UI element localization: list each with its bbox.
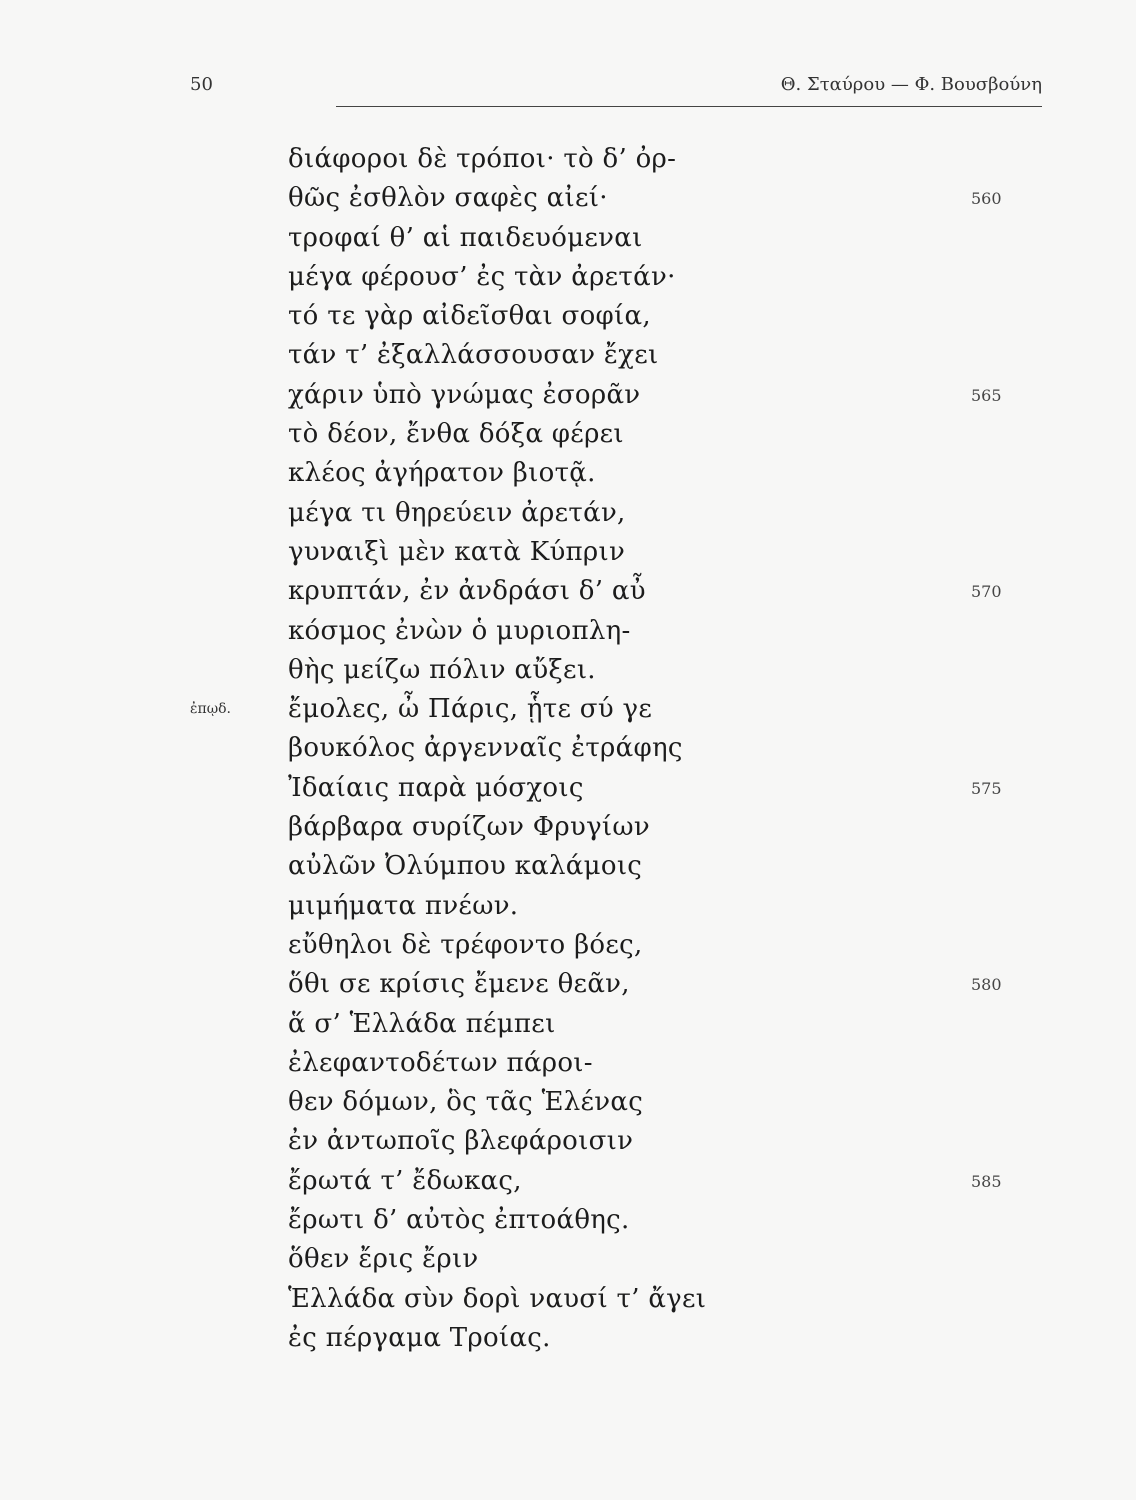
verse-text: χάριν ὑπὸ γνώμας ἐσορᾶν [288, 379, 641, 410]
verse-text: ὅθι σε κρίσις ἔμενε θεᾶν, [288, 969, 630, 1000]
verse-text: ἔρωτά τ’ ἔδωκας, [288, 1165, 522, 1196]
header-rule [336, 106, 1042, 107]
verse-text: τὸ δέον, ἔνθα δόξα φέρει [288, 419, 624, 450]
verse-text: διάφοροι δὲ τρόποι· τὸ δ’ ὀρ- [288, 144, 677, 174]
running-head: Θ. Σταύρου — Φ. Βουσβούνη [780, 74, 1042, 95]
verse-line [288, 297, 988, 336]
verse-text: ἐλεφαντοδέτων πάροι- [288, 1047, 593, 1078]
verse-text: μιμήματα πνέων. [288, 890, 519, 921]
verse-text: κρυπτάν, ἐν ἀνδράσι δ’ αὖ [288, 576, 646, 607]
verse-text: βάρβαρα συρίζων Φρυγίων [288, 812, 651, 843]
section-label: ἐπῳδ. [190, 701, 232, 718]
verse-line [288, 769, 1002, 808]
verse-line [288, 572, 1002, 611]
verse-text: ἐν ἀντωποῖς βλεφάροισιν [288, 1126, 634, 1157]
line-number: 570 [971, 582, 1002, 602]
verse-line [288, 415, 988, 454]
verse-text: εὔθηλοι δὲ τρέφοντο βόες, [288, 929, 643, 960]
verse-line [288, 1005, 988, 1044]
verse-text: αὐλῶν Ὀλύμπου καλάμοις [288, 851, 643, 882]
page-header [190, 74, 1042, 104]
verse-text: θῶς ἐσθλὸν σαφὲς αἰεί· [288, 183, 608, 214]
verse-text: ἐς πέργαμα Τροίας. [288, 1322, 551, 1353]
verse-line [288, 887, 988, 926]
verse-line [288, 179, 1002, 218]
verse-line [190, 690, 988, 729]
verse-line [288, 612, 988, 651]
verse-line [288, 808, 988, 847]
verse-line [288, 1280, 988, 1319]
verse-block [190, 140, 1002, 1358]
verse-text: μέγα φέρουσ’ ἐς τὰν ἀρετάν· [288, 261, 676, 292]
verse-text: ἔρωτι δ’ αὐτὸς ἐπτοάθης. [288, 1205, 630, 1236]
line-number: 560 [971, 189, 1002, 209]
verse-text: κλέος ἀγήρατον βιοτᾷ. [288, 458, 596, 489]
verse-text: θεν δόμων, ὃς τᾶς Ἑλένας [288, 1087, 644, 1118]
verse-line [288, 1122, 988, 1161]
verse-line [288, 336, 988, 375]
verse-line [288, 926, 988, 965]
verse-text: θὴς μείζω πόλιν αὔξει. [288, 654, 596, 685]
verse-line [288, 494, 988, 533]
verse-line [288, 454, 988, 493]
verse-line [288, 533, 988, 572]
verse-line [288, 258, 988, 297]
verse-line [288, 1201, 988, 1240]
verse-line [288, 376, 1002, 415]
verse-text: Ἰδαίαις παρὰ μόσχοις [288, 772, 584, 803]
verse-line [288, 1319, 988, 1358]
verse-line [288, 651, 988, 690]
verse-line [288, 965, 1002, 1004]
verse-text: Ἑλλάδα σὺν δορὶ ναυσί τ’ ἄγει [288, 1283, 707, 1314]
verse-text: ὅθεν ἔρις ἔριν [288, 1244, 479, 1275]
verse-line [288, 1083, 988, 1122]
verse-text: κόσμος ἐνὼν ὁ μυριοπλη- [288, 615, 631, 646]
page-number: 50 [190, 74, 213, 95]
line-number: 565 [971, 385, 1002, 405]
line-number: 580 [971, 975, 1002, 995]
verse-line [288, 1240, 988, 1279]
verse-text: μέγα τι θηρεύειν ἀρετάν, [288, 497, 626, 528]
verse-text: τό τε γὰρ αἰδεῖσθαι σοφία, [288, 301, 651, 332]
verse-text: ἅ σ’ Ἑλλάδα πέμπει [288, 1008, 556, 1039]
verse-text: γυναιξὶ μὲν κατὰ Κύπριν [288, 536, 626, 567]
verse-line [288, 140, 988, 179]
verse-text: ἔμολες, ὦ Πάρις, ᾗτε σύ γε [288, 694, 653, 725]
verse-line [288, 729, 988, 768]
verse-line [288, 1044, 988, 1083]
line-number: 575 [971, 778, 1002, 798]
verse-text: τάν τ’ ἐξαλλάσσουσαν ἔχει [288, 340, 659, 371]
verse-line [288, 1162, 1002, 1201]
verse-text: βουκόλος ἀργενναῖς ἐτράφης [288, 733, 683, 764]
verse-line [288, 219, 988, 258]
verse-line [288, 847, 988, 886]
line-number: 585 [971, 1171, 1002, 1191]
verse-text: τροφαί θ’ αἱ παιδευόμεναι [288, 222, 643, 253]
